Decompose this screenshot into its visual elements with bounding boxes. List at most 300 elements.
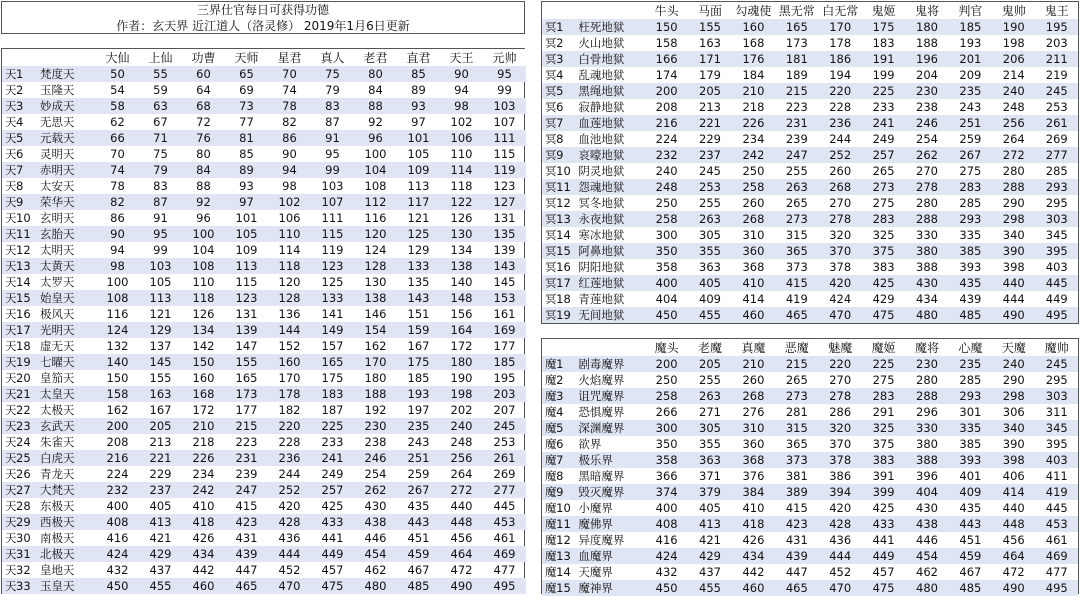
row-realm-name: 太黄天	[40, 258, 96, 274]
header-blank-cell	[542, 2, 645, 19]
merit-value-cell: 445	[1035, 275, 1078, 291]
merit-value-cell: 469	[1035, 548, 1078, 564]
merit-value-cell: 131	[493, 211, 516, 225]
merit-value-cell: 258	[732, 179, 775, 195]
merit-value-cell: 246	[905, 115, 948, 131]
merit-value-cell: 373	[785, 260, 808, 274]
merit-value-cell: 244	[278, 467, 301, 481]
table-row	[542, 227, 1078, 243]
merit-value-cell: 235	[949, 356, 992, 372]
merit-value-cell: 455	[688, 307, 731, 323]
merit-value-cell: 442	[742, 565, 765, 579]
merit-value-cell: 378	[829, 260, 852, 274]
merit-value-cell: 205	[688, 83, 731, 99]
table-row	[2, 242, 526, 258]
merit-value-cell: 495	[483, 578, 526, 594]
table-row	[2, 178, 526, 194]
table-row	[542, 468, 1078, 484]
row-realm-name: 诅咒魔界	[578, 388, 645, 404]
merit-value-cell: 420	[829, 501, 852, 515]
merit-value-cell: 245	[483, 418, 526, 434]
merit-value-cell: 335	[949, 420, 992, 436]
column-header: 天魔	[992, 339, 1035, 356]
merit-value-cell: 240	[992, 83, 1035, 99]
row-realm-name: 白骨地狱	[578, 51, 645, 67]
merit-value-cell: 270	[829, 196, 852, 210]
table-row	[2, 274, 526, 290]
merit-value-cell: 438	[905, 516, 948, 532]
row-index: 16	[556, 260, 571, 274]
merit-value-cell: 295	[1045, 373, 1068, 387]
merit-value-cell: 134	[450, 243, 473, 257]
merit-value-cell: 160	[192, 371, 215, 385]
merit-value-cell: 475	[311, 578, 354, 594]
row-realm-prefix: 天	[5, 467, 16, 481]
merit-value-cell: 132	[106, 339, 129, 353]
merit-value-cell: 218	[192, 435, 215, 449]
row-realm-prefix: 天	[2, 226, 16, 242]
row-realm-name: 冥冬地狱	[578, 196, 625, 210]
merit-value-cell: 155	[688, 19, 731, 35]
merit-value-cell: 104	[354, 162, 397, 178]
merit-value-cell: 413	[139, 514, 182, 530]
merit-value-cell: 126	[192, 307, 215, 321]
merit-value-cell: 195	[493, 371, 516, 385]
merit-value-cell: 255	[699, 196, 721, 210]
merit-value-cell: 154	[354, 322, 397, 338]
row-realm-prefix: 天	[5, 83, 16, 97]
merit-value-cell: 98	[440, 98, 483, 114]
merit-value-cell: 114	[440, 162, 483, 178]
row-index: 33	[16, 578, 40, 594]
merit-value-cell: 85	[397, 66, 440, 82]
row-realm-name: 玉皇天	[40, 578, 96, 594]
heaven-table-block	[1, 48, 525, 594]
merit-value-cell: 438	[354, 514, 397, 530]
column-header: 天王	[440, 49, 483, 66]
merit-value-cell: 216	[96, 450, 139, 466]
merit-value-cell: 170	[819, 19, 862, 35]
merit-value-cell: 150	[182, 354, 225, 370]
merit-value-cell: 301	[959, 405, 982, 419]
merit-value-cell: 60	[182, 66, 225, 82]
row-realm-prefix: 天	[2, 130, 16, 146]
merit-value-cell: 444	[1002, 292, 1025, 306]
row-realm-prefix: 冥	[545, 68, 557, 82]
merit-value-cell: 259	[959, 132, 982, 146]
row-index: 19	[16, 354, 40, 370]
merit-value-cell: 452	[829, 565, 852, 579]
column-header: 勾魂使	[732, 2, 775, 19]
merit-value-cell: 175	[862, 19, 905, 35]
row-index: 13	[556, 211, 578, 227]
table-row	[2, 98, 526, 114]
row-realm-prefix: 天	[5, 179, 16, 193]
merit-value-cell: 276	[742, 405, 765, 419]
merit-value-cell: 490	[992, 307, 1035, 323]
merit-value-cell: 455	[688, 580, 731, 596]
column-header: 元帅	[483, 49, 526, 66]
row-realm-prefix: 天	[5, 435, 16, 449]
merit-value-cell: 280	[1002, 164, 1025, 178]
merit-value-cell: 320	[829, 228, 852, 242]
merit-value-cell: 95	[325, 147, 340, 161]
merit-value-cell: 77	[239, 115, 254, 129]
merit-value-cell: 405	[699, 501, 721, 515]
merit-value-cell: 127	[483, 194, 526, 210]
row-index: 16	[16, 307, 31, 321]
merit-value-cell: 99	[497, 83, 512, 97]
merit-value-cell: 398	[1002, 260, 1025, 274]
merit-value-cell: 232	[96, 482, 139, 498]
table-row	[2, 322, 526, 338]
merit-value-cell: 113	[407, 179, 430, 193]
merit-value-cell: 325	[862, 420, 905, 436]
column-header: 老魔	[688, 339, 731, 356]
row-index: 10	[556, 501, 571, 515]
table-row	[542, 436, 1078, 452]
row-realm-prefix: 天	[5, 115, 16, 129]
merit-value-cell: 151	[407, 307, 430, 321]
merit-value-cell: 104	[192, 243, 215, 257]
merit-value-cell: 385	[959, 437, 982, 451]
merit-value-cell: 288	[905, 388, 948, 404]
row-index: 11	[556, 179, 578, 195]
merit-value-cell: 140	[96, 354, 139, 370]
merit-value-cell: 50	[96, 66, 139, 82]
row-realm-prefix: 冥	[542, 307, 556, 323]
merit-value-cell: 83	[153, 179, 168, 193]
merit-value-cell: 315	[775, 420, 818, 436]
merit-value-cell: 340	[992, 420, 1035, 436]
merit-value-cell: 275	[872, 373, 895, 387]
merit-value-cell: 253	[1045, 100, 1068, 114]
row-realm-name: 极风天	[40, 307, 75, 321]
merit-value-cell: 187	[321, 403, 344, 417]
merit-value-cell: 236	[819, 115, 862, 131]
merit-value-cell: 225	[862, 356, 905, 372]
merit-value-cell: 63	[139, 98, 182, 114]
merit-value-cell: 188	[354, 386, 397, 402]
merit-value-cell: 435	[407, 499, 430, 513]
row-index: 7	[556, 115, 578, 131]
merit-value-cell: 375	[872, 437, 895, 451]
merit-value-cell: 81	[225, 130, 268, 146]
sheet-subtitle: 作者：玄天界 近江道人（洛灵修） 2019年1月6日更新	[116, 19, 410, 33]
merit-value-cell: 428	[268, 514, 311, 530]
merit-value-cell: 180	[905, 19, 948, 35]
row-realm-name: 怨魂地狱	[578, 179, 645, 195]
merit-value-cell: 243	[959, 100, 982, 114]
merit-value-cell: 451	[407, 531, 430, 545]
merit-value-cell: 447	[785, 565, 808, 579]
table-row	[542, 580, 1078, 596]
merit-value-cell: 211	[1035, 51, 1078, 67]
merit-value-cell: 97	[411, 115, 426, 129]
row-index: 14	[556, 565, 571, 579]
merit-value-cell: 73	[225, 98, 268, 114]
merit-value-cell: 475	[862, 580, 905, 596]
row-realm-prefix: 冥	[542, 275, 556, 291]
merit-value-cell: 100	[182, 226, 225, 242]
merit-value-cell: 108	[182, 258, 225, 274]
row-index: 9	[556, 147, 578, 163]
merit-value-cell: 142	[192, 339, 215, 353]
merit-value-cell: 475	[862, 307, 905, 323]
row-realm-name: 荣华天	[40, 194, 96, 210]
merit-value-cell: 445	[493, 499, 516, 513]
merit-value-cell: 199	[872, 68, 895, 82]
merit-value-cell: 130	[440, 226, 483, 242]
merit-value-cell: 110	[192, 275, 215, 289]
merit-value-cell: 320	[819, 420, 862, 436]
merit-value-cell: 250	[655, 196, 678, 210]
table-row	[2, 66, 526, 82]
table-row	[2, 578, 526, 594]
column-header: 牛头	[645, 2, 688, 19]
merit-value-cell: 441	[321, 531, 344, 545]
merit-value-cell: 456	[450, 531, 473, 545]
merit-value-cell: 355	[699, 437, 721, 451]
merit-value-cell: 215	[775, 356, 818, 372]
table-row	[2, 434, 526, 450]
merit-value-cell: 111	[321, 211, 344, 225]
merit-value-cell: 280	[916, 373, 938, 387]
row-realm-prefix: 冥	[542, 147, 556, 163]
row-realm-name: 西极天	[40, 514, 96, 530]
row-realm-name: 太明天	[40, 243, 75, 257]
row-realm-name: 光明天	[40, 322, 96, 338]
merit-value-cell: 233	[321, 435, 344, 449]
row-realm-name: 太安天	[40, 179, 75, 193]
merit-value-cell: 159	[397, 322, 440, 338]
table-row	[2, 354, 526, 370]
merit-value-cell: 477	[493, 563, 516, 577]
merit-value-cell: 386	[829, 469, 852, 483]
merit-value-cell: 277	[1035, 147, 1078, 163]
row-index: 17	[16, 322, 40, 338]
merit-value-cell: 106	[440, 130, 483, 146]
merit-value-cell: 66	[96, 130, 139, 146]
merit-value-cell: 111	[483, 130, 526, 146]
row-index: 25	[16, 450, 40, 466]
merit-value-cell: 398	[992, 452, 1035, 468]
merit-value-cell: 441	[872, 533, 895, 547]
merit-value-cell: 110	[268, 226, 311, 242]
row-realm-prefix: 魔	[542, 484, 556, 500]
merit-value-cell: 267	[949, 147, 992, 163]
row-realm-prefix: 天	[5, 147, 16, 161]
merit-value-cell: 228	[278, 435, 301, 449]
row-index: 13	[556, 548, 578, 564]
merit-value-cell: 444	[819, 548, 862, 564]
row-realm-name: 太罗天	[40, 275, 75, 289]
merit-value-cell: 256	[440, 450, 483, 466]
table-header-row	[2, 49, 526, 66]
merit-value-cell: 240	[992, 356, 1035, 372]
table-row	[2, 114, 526, 130]
table-row	[542, 452, 1078, 468]
table-row	[2, 482, 526, 498]
merit-value-cell: 135	[407, 275, 430, 289]
merit-value-cell: 350	[655, 437, 678, 451]
merit-value-cell: 204	[916, 68, 938, 82]
column-header: 魔帅	[1035, 339, 1078, 356]
row-realm-name: 无间地狱	[578, 307, 645, 323]
merit-value-cell: 420	[278, 499, 301, 513]
merit-value-cell: 223	[235, 435, 258, 449]
row-realm-prefix: 魔	[542, 548, 556, 564]
merit-value-cell: 123	[311, 258, 354, 274]
merit-value-cell: 421	[149, 531, 172, 545]
merit-value-cell: 303	[1035, 388, 1078, 404]
merit-value-cell: 103	[483, 98, 526, 114]
merit-value-cell: 288	[905, 211, 948, 227]
merit-value-cell: 90	[440, 66, 483, 82]
merit-value-cell: 183	[311, 386, 354, 402]
merit-value-cell: 415	[775, 275, 818, 291]
merit-value-cell: 401	[959, 469, 982, 483]
merit-value-cell: 168	[742, 36, 765, 50]
table-row	[2, 338, 526, 354]
row-index: 18	[16, 339, 31, 353]
merit-value-cell: 119	[321, 243, 344, 257]
column-header: 黑无常	[775, 2, 818, 19]
merit-value-cell: 419	[1035, 484, 1078, 500]
merit-value-cell: 460	[732, 580, 775, 596]
merit-value-cell: 250	[742, 164, 765, 178]
table-row	[2, 258, 526, 274]
merit-value-cell: 268	[732, 211, 775, 227]
merit-value-cell: 283	[949, 179, 992, 195]
merit-value-cell: 245	[1035, 83, 1078, 99]
row-realm-prefix: 天	[5, 403, 16, 417]
merit-value-cell: 233	[872, 100, 895, 114]
merit-value-cell: 396	[916, 469, 938, 483]
merit-value-cell: 205	[688, 356, 731, 372]
table-row	[2, 146, 526, 162]
merit-value-cell: 224	[106, 467, 129, 481]
merit-value-cell: 416	[106, 531, 129, 545]
merit-value-cell: 191	[862, 51, 905, 67]
merit-value-cell: 430	[364, 499, 387, 513]
merit-value-cell: 152	[278, 339, 301, 353]
merit-value-cell: 460	[732, 307, 775, 323]
row-realm-name: 玄武天	[40, 418, 96, 434]
merit-value-cell: 203	[483, 386, 526, 402]
merit-value-cell: 408	[96, 514, 139, 530]
row-realm-name: 寂静地狱	[578, 100, 625, 114]
merit-value-cell: 162	[106, 403, 129, 417]
column-header: 老君	[354, 49, 397, 66]
merit-value-cell: 419	[785, 292, 808, 306]
merit-value-cell: 400	[106, 499, 129, 513]
row-index: 20	[16, 371, 31, 385]
row-realm-prefix: 冥	[542, 115, 556, 131]
merit-value-cell: 410	[742, 501, 765, 515]
merit-value-cell: 262	[905, 147, 948, 163]
merit-value-cell: 95	[483, 66, 526, 82]
merit-value-cell: 305	[699, 228, 721, 242]
row-realm-prefix: 魔	[545, 469, 557, 483]
merit-value-cell: 140	[450, 275, 473, 289]
merit-value-cell: 310	[732, 420, 775, 436]
row-realm-prefix: 冥	[542, 83, 556, 99]
column-header: 鬼将	[905, 2, 948, 19]
merit-value-cell: 149	[311, 322, 354, 338]
merit-value-cell: 235	[949, 83, 992, 99]
merit-value-cell: 434	[182, 546, 225, 562]
merit-value-cell: 210	[732, 83, 775, 99]
merit-value-cell: 115	[235, 275, 258, 289]
merit-value-cell: 495	[1035, 580, 1078, 596]
merit-value-cell: 103	[139, 258, 182, 274]
row-realm-name: 太极天	[40, 403, 75, 417]
merit-value-cell: 423	[775, 516, 818, 532]
merit-value-cell: 74	[282, 83, 297, 97]
merit-value-cell: 107	[311, 194, 354, 210]
row-realm-prefix: 天	[5, 531, 16, 545]
merit-value-cell: 435	[949, 275, 992, 291]
merit-value-cell: 180	[440, 354, 483, 370]
table-row	[542, 67, 1078, 83]
demon-table-block	[541, 338, 1079, 594]
merit-value-cell: 169	[483, 322, 526, 338]
row-realm-name: 七曜天	[40, 354, 96, 370]
merit-value-cell: 269	[1045, 132, 1068, 146]
merit-value-cell: 105	[149, 275, 172, 289]
merit-value-cell: 91	[153, 211, 168, 225]
table-row	[2, 194, 526, 210]
merit-value-cell: 300	[655, 228, 678, 242]
merit-value-cell: 443	[949, 516, 992, 532]
merit-value-cell: 266	[655, 405, 678, 419]
merit-value-cell: 139	[225, 322, 268, 338]
row-realm-name: 青莲地狱	[578, 292, 625, 306]
row-realm-prefix: 魔	[545, 501, 557, 515]
row-index: 2	[556, 373, 564, 387]
merit-value-cell: 130	[364, 275, 387, 289]
column-header: 魔头	[645, 339, 688, 356]
merit-value-cell: 385	[949, 243, 992, 259]
merit-value-cell: 280	[916, 196, 938, 210]
merit-value-cell: 215	[225, 418, 268, 434]
merit-value-cell: 465	[775, 580, 818, 596]
merit-value-cell: 194	[829, 68, 852, 82]
column-header: 心魔	[949, 339, 992, 356]
merit-value-cell: 440	[1002, 501, 1025, 515]
merit-value-cell: 390	[1002, 437, 1025, 451]
merit-value-cell: 231	[775, 115, 818, 131]
row-realm-prefix: 冥	[545, 132, 557, 146]
merit-value-cell: 433	[311, 514, 354, 530]
merit-value-cell: 252	[819, 147, 862, 163]
merit-value-cell: 78	[110, 179, 125, 193]
merit-value-cell: 409	[949, 484, 992, 500]
row-realm-name: 黑绳地狱	[578, 83, 645, 99]
merit-value-cell: 462	[916, 565, 938, 579]
merit-value-cell: 124	[96, 322, 139, 338]
table-row	[2, 546, 526, 562]
merit-value-cell: 255	[699, 373, 721, 387]
row-realm-name: 北极天	[40, 546, 96, 562]
merit-value-cell: 485	[949, 307, 992, 323]
merit-value-cell: 261	[483, 450, 526, 466]
merit-value-cell: 263	[775, 179, 818, 195]
merit-value-cell: 90	[282, 147, 297, 161]
merit-value-cell: 158	[655, 36, 678, 50]
merit-value-cell: 450	[645, 307, 688, 323]
